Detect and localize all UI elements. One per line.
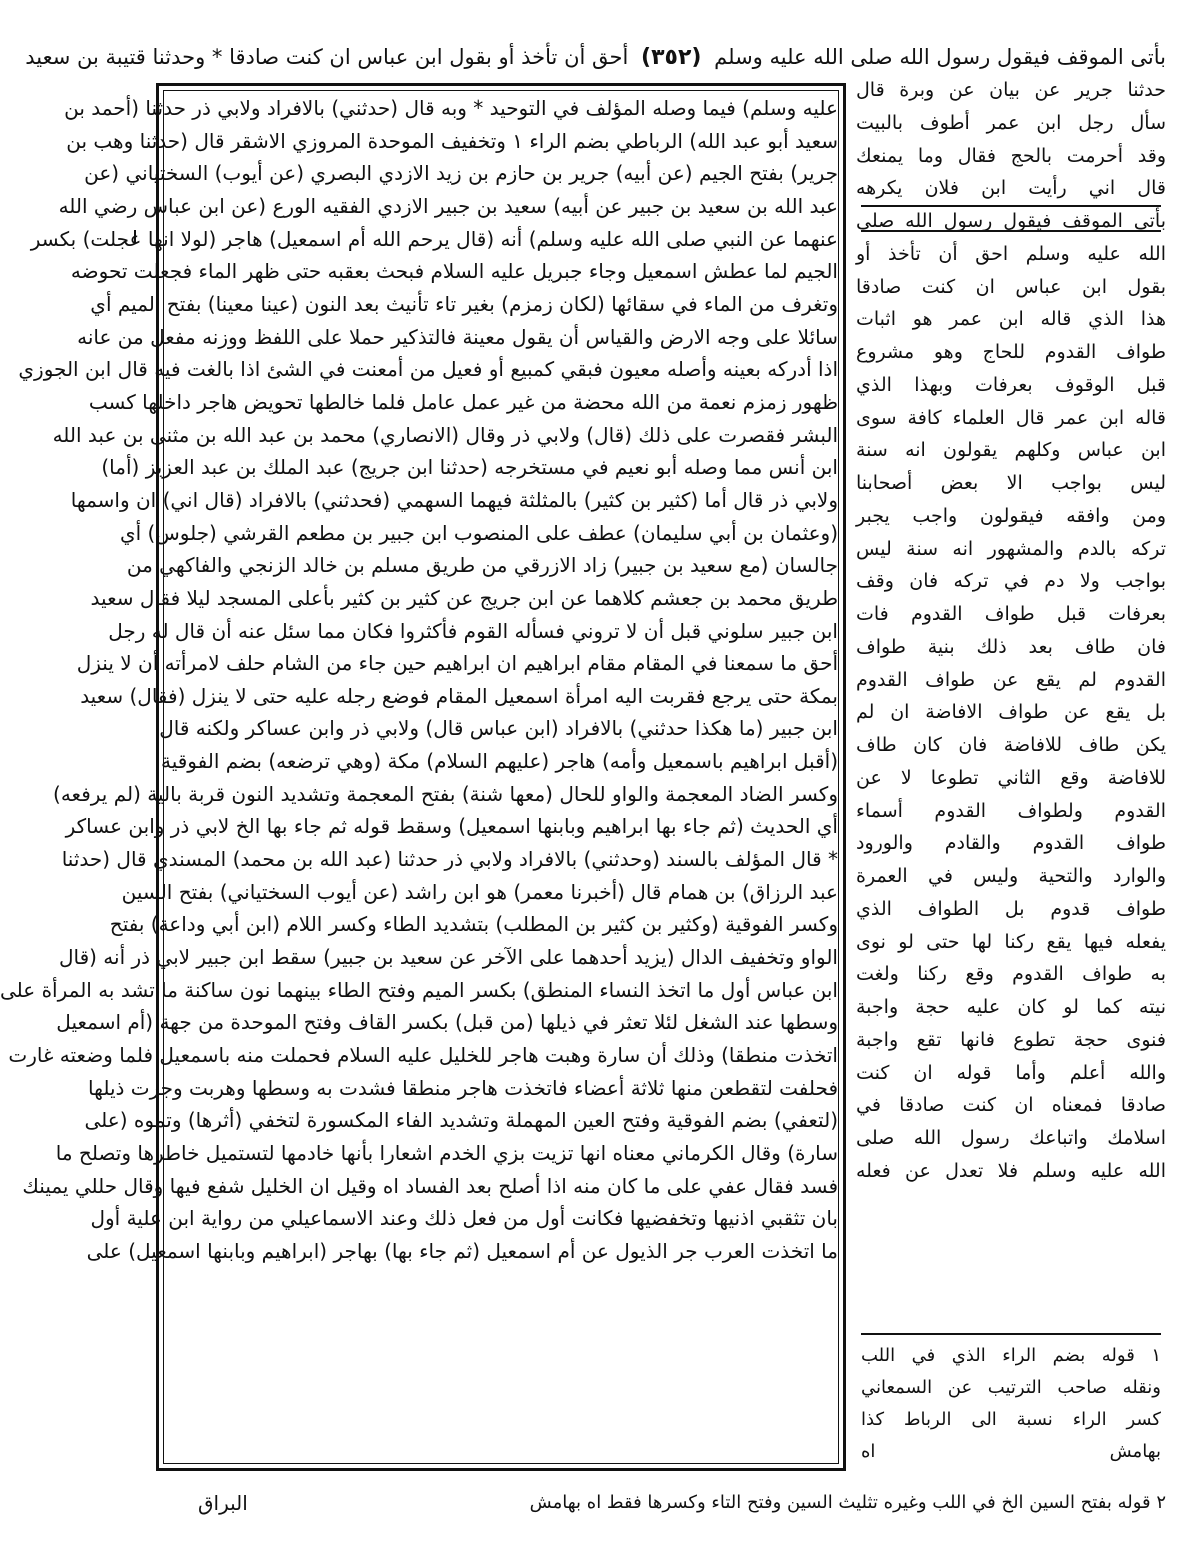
side-text-line: يفعله فيها يقع ركنا لها حتى لو نوى — [856, 930, 1166, 953]
side-text-line: بقول ابن عباس ان كنت صادقا — [856, 275, 1166, 298]
commentary-line: جالسان (مع سعيد بن جبير) زاد الازرقي من طريق مسلم بن خالد الزنجي والفاكهي من — [126, 553, 838, 578]
side-text-line: طواف القدوم للحاج وهو مشروع — [856, 341, 1166, 363]
side-text-line: حدثنا جرير عن بيان عن وبرة قال — [856, 79, 1166, 101]
commentary-line: جرير) بفتح الجيم (عن أبيه) جرير بن حازم بن زيد الازدي البصري (عن أيوب) السختياني (عن — [84, 161, 838, 186]
side-text-line: القدوم ولطواف القدوم أسماء — [856, 799, 1166, 822]
side-text-line: صادقا فمعناه ان كنت صادقا في — [856, 1094, 1166, 1117]
footnote-divider — [861, 1333, 1161, 1335]
commentary-line: عبد الله بن سعيد بن جبير عن أبيه) سعيد بن جبير الازدي الفقيه الورع (عن ابن عباس رضي الله — [58, 193, 838, 218]
side-text-line: ومن وافقه فيقولون واجب يجبر — [856, 504, 1166, 527]
side-text-line: القدوم لم يقع عن طواف القدوم — [856, 668, 1166, 691]
commentary-line: سائلا على وجه الارض والقياس أن يقول معينة فالتذكير حملا على اللفظ ووزنه مفعل من عانه — [77, 324, 838, 349]
commentary-line: اتخذت منطقا) وذلك أن سارة وهبت هاجر للخليل عليه السلام فحملت منه باسمعيل فلما وضعته غارت — [8, 1043, 838, 1068]
commentary-line: ابن جبير (ما هكذا حدثني) بالافراد (ابن عباس قال) ولابي ذر وابن عساكر ولكنه قال — [159, 716, 838, 741]
commentary-line: (وعثمان بن أبي سليمان) عطف على المنصوب ابن جبير بن مطعم القرشي (جلوس) أي — [119, 520, 838, 545]
commentary-line: فحلفت لتقطعن منها ثلاثة أعضاء فاتخذت هاجر منطقا فشدت به وسطها وهربت وجرت ذيلها — [88, 1075, 838, 1100]
commentary-line: الجيم لما عطش اسمعيل وجاء جبريل عليه السلام فبحث بعقبه حتى ظهر الماء فجعلت تحوضه — [70, 259, 838, 284]
footnote-line: ونقله صاحب الترتيب عن السمعاني — [861, 1377, 1161, 1398]
side-text-line: بل يقع عن طواف الافاضة ان لم — [856, 701, 1166, 724]
side-text-line: فان طاف بعد ذلك بنية طواف — [856, 635, 1166, 658]
header-text-start: بأتى الموقف فيقول رسول الله صلى الله عليه وسلم — [714, 45, 1166, 69]
commentary-line: ما اتخذت العرب جر الذيول عن أم اسمعيل (ثم جاء بها) بهاجر (ابراهيم وبابنها اسمعيل) على — [86, 1238, 838, 1263]
commentary-line: وكسر الفوقية (وكثير بن كثير بن المطلب) بتشديد الطاء وكسر اللام (ابن أبي وداعة) بفتح — [109, 912, 838, 937]
commentary-line: ابن أنس مما وصله أبو نعيم في مستخرجه (حدثنا ابن جريج) عبد الملك بن عبد العزيز (أما) — [101, 455, 838, 480]
side-text-line: قبل الوقوف بعرفات وبهذا الذي — [856, 373, 1166, 396]
commentary-line: وتغرف من الماء في سقائها (لكان زمزم) بغير تاء تأنيث بعد النون (عينا معينا) بفتح الميم أي — [90, 291, 838, 316]
side-text-line: بواجب ولا دم في تركه فان وقف — [856, 570, 1166, 593]
commentary-line: الواو وتخفيف الدال (يزيد أحدهما على الآخر عن سعيد بن جبير) سقط ابن جبير لابي ذر أنه (قال — [58, 945, 838, 970]
side-text-line: الله عليه وسلم فلا تعدل عن فعله — [856, 1159, 1166, 1182]
side-text-line: قاله ابن عمر قال العلماء كافة سوى — [856, 406, 1166, 429]
commentary-line: وكسر الضاد المعجمة والواو للحال (معها شنة) بفتح المعجمة وتشديد النون قربة بالية (لم يرفعه) — [53, 781, 838, 806]
side-text-line: للافاضة وقع الثاني تطوعا لا عن — [856, 766, 1166, 789]
commentary-line: عبد الرزاق) بن همام قال (أخبرنا معمر) هو ابن راشد (عن أيوب السختياني) بفتح السين — [121, 879, 838, 904]
page-header — [25, 40, 1166, 74]
footnote-line: بهامش اه — [861, 1441, 1161, 1462]
side-text-line: بأتى الموقف فيقول رسول الله صلى — [856, 210, 1166, 232]
commentary-line: البشر فقصرت على ذلك (قال) ولابي ذر وقال (الانصاري) محمد بن عبد الله بن مثنى بن عبد الله — [52, 422, 838, 447]
side-text-line: بعرفات قبل طواف القدوم فات — [856, 603, 1166, 625]
commentary-line: اذا أدركه بعينه وأصله معيون فبقي كمبيع أو فعيل من أمعنت في الشئ اذا بالغت فيه قال ابن الجوزي — [18, 357, 838, 382]
commentary-line: بان تثقبي اذنيها وتخفضيها فكانت أول من فعل ذلك وعند الاسماعيلي من رواية ابن علية أول — [90, 1206, 838, 1231]
commentary-line: طريق محمد بن جعشم كلاهما عن ابن جريج عن كثير بن كثير بأعلى المسجد ليلا فقال سعيد — [90, 585, 838, 610]
side-text-line: تركه بالدم والمشهور انه سنة ليس — [856, 537, 1166, 560]
side-text-line: اسلامك واتباعك رسول الله صلى — [856, 1127, 1166, 1149]
side-text-line: يكن طاف للافاضة فان كان طاف — [856, 734, 1166, 756]
commentary-line: ابن جبير سلوني قبل أن لا تروني فسأله القوم فأكثروا فكان مما سئل عنه أن قال له رجل — [108, 618, 838, 643]
side-text-line: والله أعلم وأما قوله ان كنت — [856, 1061, 1166, 1084]
side-text-line: وقد أحرمت بالحج فقال وما يمنعك — [856, 144, 1166, 167]
side-text-line: هذا الذي قاله ابن عمر هو اثبات — [856, 308, 1166, 331]
commentary-line: بمكة حتى يرجع فقربت اليه امرأة اسمعيل المقام فوضع رجله عليه حتى لا ينزل (فقال) سعيد — [80, 683, 838, 708]
hadith-side-column — [856, 74, 1166, 1384]
side-text-line: الله عليه وسلم احق أن تأخذ أو — [856, 242, 1166, 265]
commentary-line: ولابي ذر قال أما (كثير بن كثير) بالمثلثة فيهما السهمي (فحدثني) بالافراد (قال اني) ان واسمها — [70, 487, 838, 512]
commentary-line: سارة) وقال الكرماني معناه انها تزيت بزي الخدم اشعارا بأنها خادمها لتستميل خاطرها وتصلح ما — [55, 1141, 838, 1165]
commentary-line: وسطها عند الشغل لئلا تعثر في ذيلها (من قبل) بكسر القاف وفتح الموحدة من جهة (أم اسمعيل — [56, 1010, 838, 1035]
side-text-line: قال اني رأيت ابن فلان يكرهه — [856, 177, 1166, 200]
side-text-line: نيته كما لو كان عليه حجة واجبة — [856, 996, 1166, 1018]
side-text-line: سأل رجل ابن عمر أطوف بالبيت — [856, 111, 1166, 134]
commentary-line: (أقبل ابراهيم باسمعيل وأمه) هاجر (عليهم السلام) مكة (وهي ترضعه) بضم الفوقية — [160, 749, 838, 774]
commentary-line: عليه وسلم) فيما وصله المؤلف في التوحيد * وبه قال (حدثني) بالافراد ولابي ذر حدثنا (أحمد بن — [64, 96, 838, 120]
commentary-line: (لتعفي) بضم الفوقية وفتح العين المهملة وتشديد الفاء المكسورة لتخفي (أثرها) وتموه (على — [84, 1108, 838, 1133]
side-text-line: فنوى حجة تطوع فانها تقع واجبة — [856, 1028, 1166, 1051]
footnotes-block — [861, 1340, 1161, 1480]
commentary-line: عنهما عن النبي صلى الله عليه وسلم) أنه (قال يرحم الله أم اسمعيل) هاجر (لولا انها عجلت) بكسر — [30, 226, 838, 251]
commentary-line: سعيد أبو عبد الله) الرباطي بضم الراء ١ وتخفيف الموحدة المروزي الاشقر قال (حدثنا وهب بن — [66, 128, 838, 153]
side-column-divider-top — [861, 205, 1161, 207]
commentary-line: ابن عباس أول ما اتخذ النساء المنطق) بكسر الميم وفتح الطاء بينهما نون ساكنة ما تشد به المرأة على — [0, 977, 838, 1002]
page-number: (٣٥٢) — [641, 45, 702, 70]
catchword: البراق — [198, 1491, 248, 1515]
commentary-column — [0, 92, 838, 1464]
side-text-line: طواف القدوم والقادم والورود — [856, 832, 1166, 855]
side-text-line: طواف قدوم بل الطواف الذي — [856, 897, 1166, 920]
commentary-line: ظهور زمزم نعمة من الله محضة من غير عمل عامل فلما خالطها تحويض هاجر داخلها كسب — [88, 389, 838, 414]
commentary-line: أي الحديث (ثم جاء بها ابراهيم وبابنها اسمعيل) وسقط قوله ثم جاء بها الخ لابي ذر وابن عساكر — [65, 814, 838, 839]
footnote-line: ١ قوله بضم الراء الذي في اللب — [861, 1345, 1161, 1366]
commentary-line: أحق ما سمعنا في المقام مقام ابراهيم ان ابراهيم حين جاء من الشام حلف لامرأته أن لا ينزل — [76, 651, 838, 676]
side-text-line: والوارد والتحية وليس في العمرة — [856, 865, 1166, 887]
header-text-end: أحق أن تأخذ أو بقول ابن عباس ان كنت صادقا * وحدثنا قتيبة بن سعيد — [25, 45, 629, 69]
footnote-line: كسر الراء نسبة الى الرباط كذا — [861, 1409, 1161, 1430]
commentary-line: فسد فقال عفي على ما كان منه اذا أصلح بعد الفساد اه وقيل ان الخليل شفع فيها وقال حللي يمينك — [22, 1173, 838, 1198]
side-text-line: ابن عباس وكلهم يقولون انه سنة — [856, 439, 1166, 462]
commentary-line: * قال المؤلف بالسند (وحدثني) بالافراد ولابي ذر حدثنا (عبد الله بن محمد) المسندي قال (حدثنا — [61, 847, 838, 872]
footer-footnote: ٢ قوله بفتح السين الخ في اللب وغيره تثليث السين وفتح التاء وكسرها فقط اه بهامش — [529, 1492, 1166, 1513]
side-column-divider-top-2 — [861, 230, 1161, 232]
side-text-line: ليس بواجب الا بعض أصحابنا — [856, 472, 1166, 494]
side-text-line: به طواف القدوم وقع ركنا ولغت — [856, 963, 1166, 986]
